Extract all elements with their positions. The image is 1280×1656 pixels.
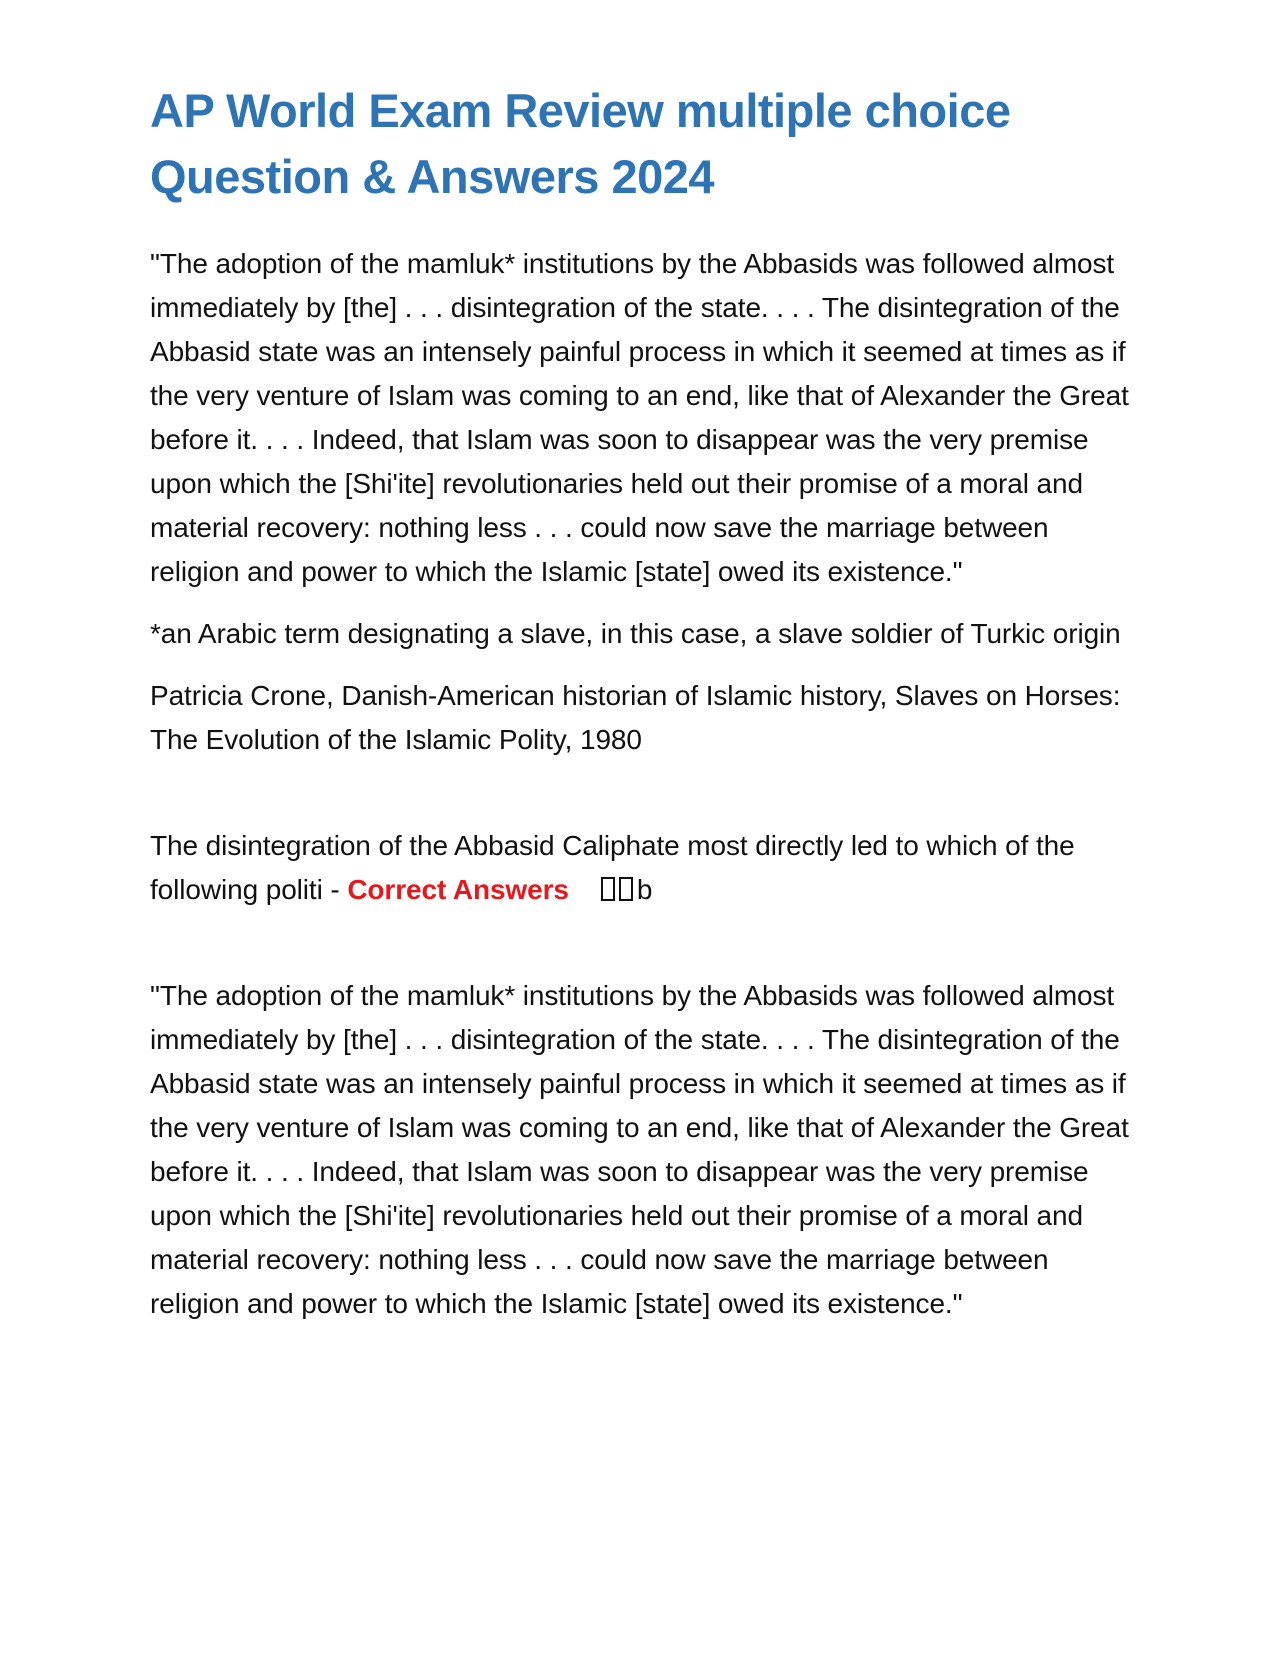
correct-answers-label: Correct Answers: [347, 874, 569, 905]
passage-one: "The adoption of the mamluk* institutions by the Abbasids was followed almost immediately by [the] . . . disintegration of the state. . . . The disintegration of the Abbasid state was an intensely painful process in which it seemed at times as if the very venture of Islam was coming to an end, like that of Alexander the Great before it. . . . Indeed, that Islam was soon to disappear was the very premise upon which the [Shi'ite] revolutionaries held out their promise of a moral and material recovery: nothing less . . . could now save the marriage between religion and power to which the Islamic [state] owed its existence.": [150, 248, 1129, 587]
blank-line-spacer-two: [150, 930, 1140, 974]
missing-glyph-box-one: [601, 877, 615, 901]
answer-value: b: [636, 874, 653, 905]
missing-glyph-icon: [601, 877, 637, 901]
question-prompt: The disintegration of the Abbasid Caliphate most directly led to which of the following politi -: [150, 830, 1075, 905]
question-block: [150, 824, 1140, 912]
citation: Patricia Crone, Danish-American historian of Islamic history, Slaves on Horses: The Evolution of the Islamic Polity, 1980: [150, 680, 1121, 755]
footnote: *an Arabic term designating a slave, in this case, a slave soldier of Turkic origin: [150, 618, 1121, 649]
missing-glyph-box-two: [619, 877, 633, 901]
document-content: [150, 78, 1140, 1344]
blank-line-spacer: [150, 780, 1140, 824]
document-title: AP World Exam Review multiple choice Question & Answers 2024: [150, 84, 1011, 203]
passage-two: "The adoption of the mamluk* institutions by the Abbasids was followed almost immediately by [the] . . . disintegration of the state. . . . The disintegration of the Abbasid state was an intensely painful process in which it seemed at times as if the very venture of Islam was coming to an end, like that of Alexander the Great before it. . . . Indeed, that Islam was soon to disappear was the very premise upon which the [Shi'ite] revolutionaries held out their promise of a moral and material recovery: nothing less . . . could now save the marriage between religion and power to which the Islamic [state] owed its existence.": [150, 980, 1129, 1319]
